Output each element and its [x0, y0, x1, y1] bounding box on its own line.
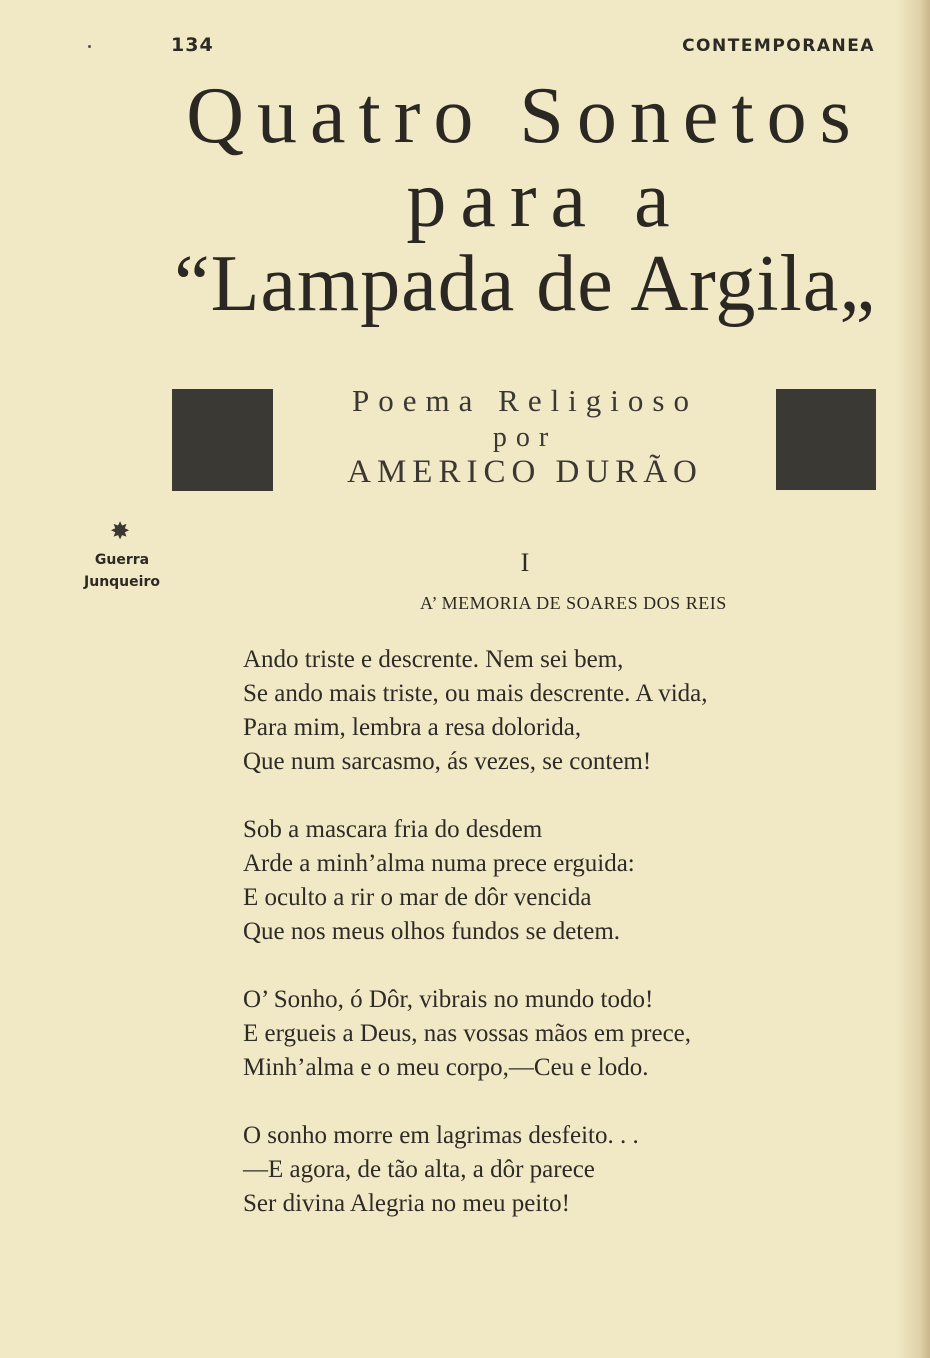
author-name: AMERICO DURÃO — [347, 454, 703, 490]
sonnet-number: I — [520, 548, 530, 577]
title-line-1: Quatro Sonetos — [186, 72, 864, 160]
running-head: CONTEMPORANEA — [682, 36, 875, 56]
side-note-line-1: Guerra — [94, 552, 150, 568]
dedication: A’ MEMORIA DE SOARES DOS REIS — [420, 593, 727, 613]
poem-line: Que num sarcasmo, ás vezes, se contem! — [243, 748, 652, 775]
poem-body — [243, 643, 708, 1255]
stanza — [243, 813, 708, 949]
poem-line: Minh’alma e o meu corpo,—Ceu e lodo. — [243, 1054, 649, 1081]
subtitle-por: por — [492, 422, 558, 453]
poem-line: Ser divina Alegria no meu peito! — [243, 1190, 571, 1217]
poem-line: Sob a mascara fria do desdem — [243, 816, 543, 843]
poem-line: E oculto a rir o mar de dôr vencida — [243, 884, 592, 911]
side-note-line-2: Junqueiro — [84, 574, 160, 590]
poem-line: Se ando mais triste, ou mais descrente. A vida, — [243, 680, 708, 707]
stanza — [243, 643, 708, 779]
stanza — [243, 1119, 708, 1221]
page-number: 134 — [171, 34, 214, 56]
title-line-3: “Lampada de Argila„ — [174, 240, 876, 328]
poem-line: Arde a minh’alma numa prece erguida: — [243, 850, 635, 877]
subtitle-poem-type: Poema Religioso — [352, 383, 698, 418]
title-line-2: para a — [406, 156, 684, 244]
stanza — [243, 983, 708, 1085]
poem-line: Ando triste e descrente. Nem sei bem, — [243, 646, 624, 673]
margin-dot — [88, 45, 91, 48]
poem-line: Que nos meus olhos fundos se detem. — [243, 918, 621, 945]
decorative-block-right — [776, 389, 876, 490]
poem-line: Para mim, lembra a resa dolorida, — [243, 714, 582, 741]
poem-line: —E agora, de tão alta, a dôr parece — [243, 1156, 595, 1183]
poem-line: O sonho morre em lagrimas desfeito. . . — [243, 1122, 639, 1149]
decorative-block-left — [172, 389, 273, 491]
asterisk-star-icon: ✸ — [110, 517, 131, 545]
side-note — [72, 549, 172, 593]
poem-line: O’ Sonho, ó Dôr, vibrais no mundo todo! — [243, 986, 654, 1013]
poem-line: E ergueis a Deus, nas vossas mãos em prece, — [243, 1020, 692, 1047]
